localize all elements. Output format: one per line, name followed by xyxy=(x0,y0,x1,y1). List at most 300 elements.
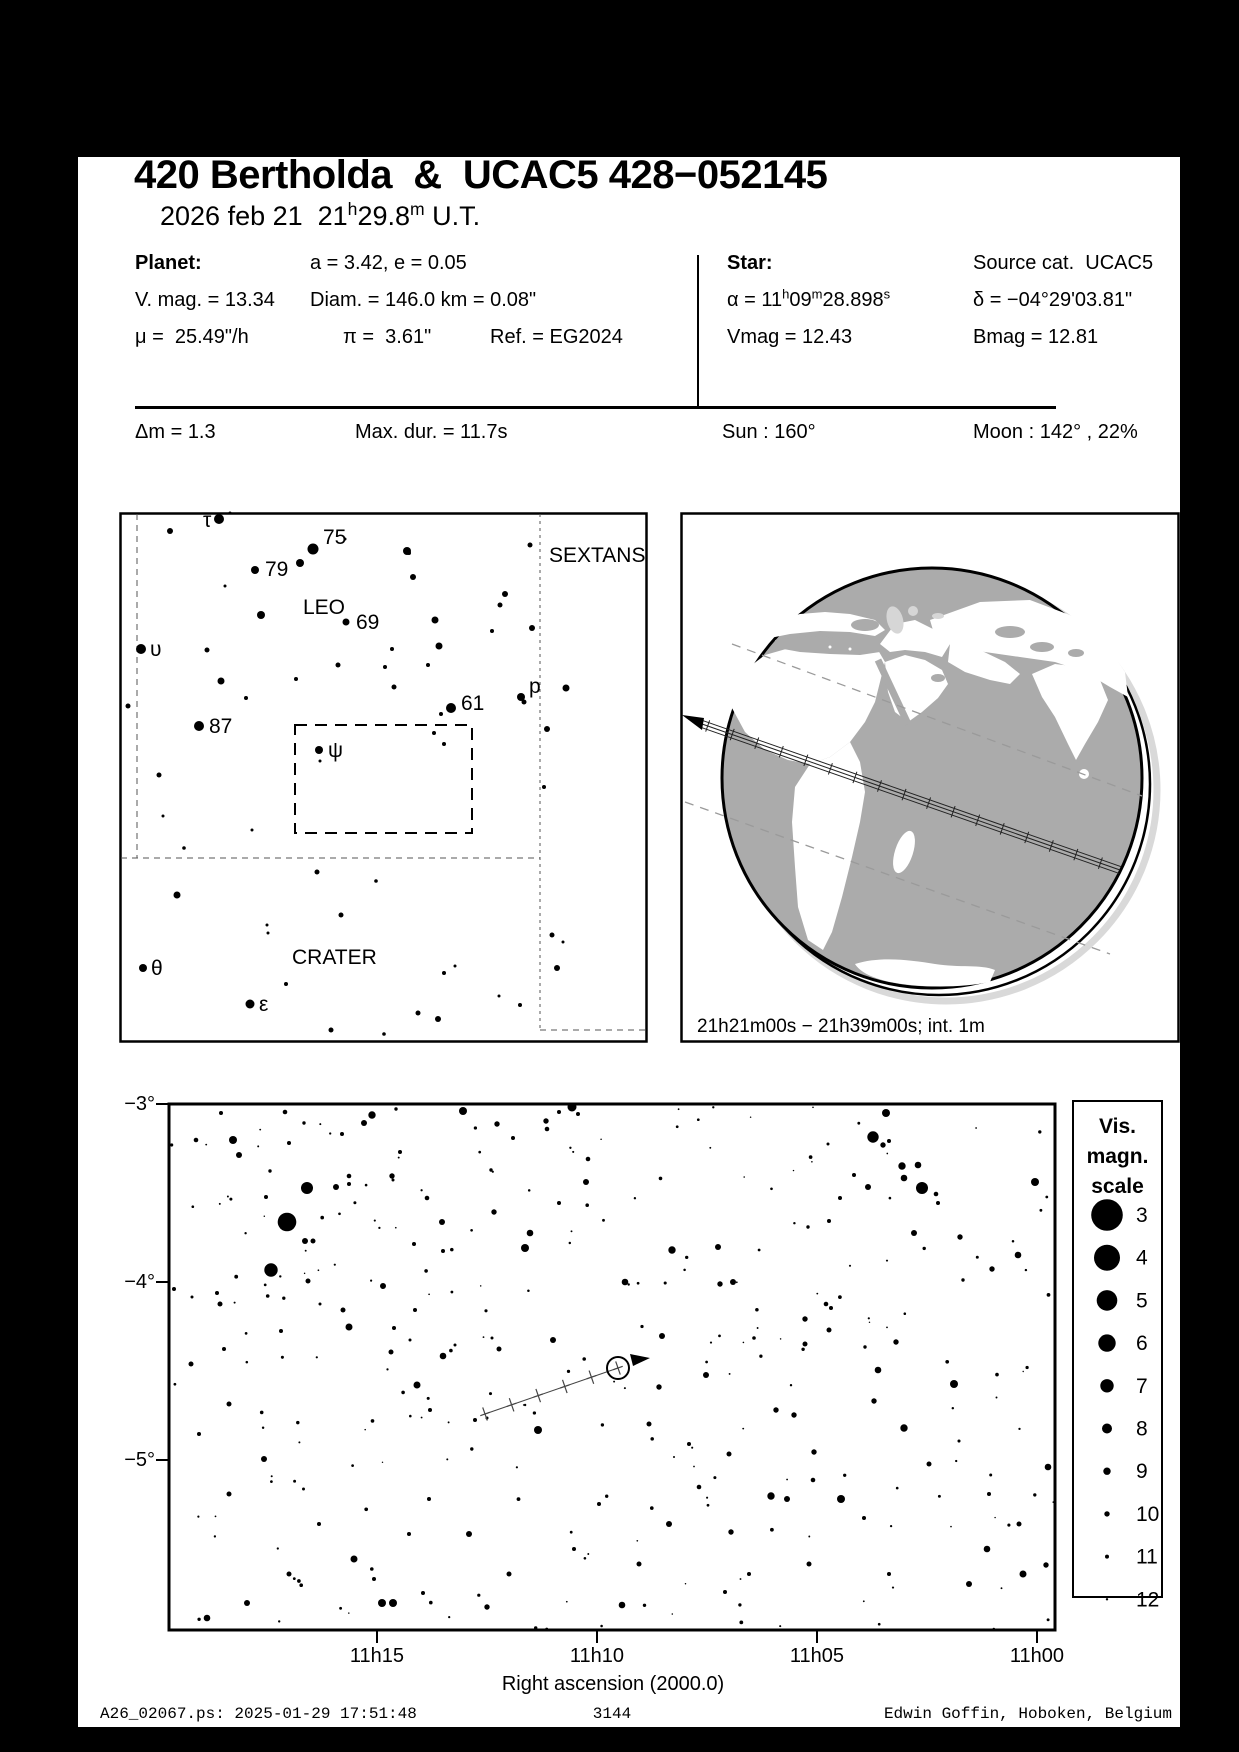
faint-star xyxy=(1045,1196,1048,1199)
field-star xyxy=(727,1452,732,1457)
faint-star xyxy=(296,1421,299,1424)
faint-star xyxy=(527,1290,530,1293)
field-star xyxy=(189,1362,194,1367)
faint-star xyxy=(601,1423,604,1426)
faint-star xyxy=(572,1151,574,1153)
field-star xyxy=(172,1287,176,1291)
field-star xyxy=(542,785,546,789)
field-star xyxy=(218,678,225,685)
field-star xyxy=(490,629,494,633)
faint-star xyxy=(705,1361,708,1364)
faint-star xyxy=(600,1139,602,1141)
document-page xyxy=(78,157,1180,1727)
field-star xyxy=(257,611,265,619)
field-star xyxy=(287,1141,291,1145)
faint-star xyxy=(892,1587,894,1589)
field-star xyxy=(1015,1252,1022,1259)
field-star xyxy=(572,1547,576,1551)
named-star xyxy=(214,514,224,524)
faint-star xyxy=(370,1280,372,1282)
field-star xyxy=(554,965,560,971)
faint-star xyxy=(976,1256,979,1259)
faint-star xyxy=(993,1628,996,1631)
faint-star xyxy=(950,1526,952,1528)
field-star xyxy=(934,1192,939,1197)
faint-star xyxy=(740,1578,742,1580)
faint-star xyxy=(191,1205,194,1208)
constellation-label: SEXTANS xyxy=(549,544,646,567)
field-star xyxy=(723,1590,727,1594)
faint-star xyxy=(1012,1240,1015,1243)
field-star xyxy=(961,1278,964,1281)
faint-star xyxy=(757,1327,759,1329)
faint-star xyxy=(742,1428,744,1430)
faint-star xyxy=(567,1370,570,1373)
field-star xyxy=(529,625,535,631)
faint-star xyxy=(483,1336,485,1338)
faint-star xyxy=(528,1189,531,1192)
faint-star xyxy=(994,1517,995,1518)
field-star xyxy=(394,1107,397,1110)
field-star xyxy=(315,870,320,875)
field-star xyxy=(319,1303,322,1306)
legend-mag-label: 12 xyxy=(1136,1588,1160,1612)
faint-star xyxy=(975,1127,977,1129)
field-star xyxy=(268,1169,271,1172)
field-star xyxy=(421,1591,425,1595)
faint-star xyxy=(650,1506,654,1510)
faint-star xyxy=(849,1265,851,1267)
faint-star xyxy=(386,1368,388,1370)
named-star xyxy=(194,721,204,731)
field-star xyxy=(296,559,304,567)
faint-star xyxy=(278,1620,280,1622)
field-star xyxy=(412,1242,416,1246)
max-duration: Max. dur. = 11.7s xyxy=(355,421,508,443)
faint-star xyxy=(470,1447,473,1450)
faint-star xyxy=(569,1242,571,1244)
faint-star xyxy=(582,1357,586,1361)
faint-star xyxy=(282,1297,285,1300)
faint-star xyxy=(260,1411,264,1415)
field-star xyxy=(432,617,439,624)
faint-star xyxy=(843,1474,846,1477)
field-star xyxy=(957,1234,962,1239)
faint-star xyxy=(779,1625,781,1627)
field-star xyxy=(494,1121,499,1126)
field-star xyxy=(227,1402,232,1407)
field-star xyxy=(294,677,298,681)
faint-star xyxy=(664,1281,667,1284)
faint-star xyxy=(637,1282,640,1285)
field-star xyxy=(167,528,173,534)
faint-star xyxy=(770,1187,773,1190)
star-label: 75 xyxy=(323,526,347,549)
field-star xyxy=(347,1174,352,1179)
faint-star xyxy=(371,1419,375,1423)
faint-star xyxy=(758,1249,761,1252)
faint-star xyxy=(259,1129,261,1131)
faint-star xyxy=(816,1293,818,1295)
planet-vmag: V. mag. = 13.34 xyxy=(135,289,275,311)
faint-star xyxy=(752,1336,756,1340)
legend-dot-mag-6 xyxy=(1098,1334,1115,1351)
faint-star xyxy=(952,1407,954,1409)
field-star xyxy=(346,1324,353,1331)
field-star xyxy=(829,1306,833,1310)
legend-mag-label: 4 xyxy=(1136,1246,1148,1270)
faint-star xyxy=(1018,1428,1020,1430)
legend-dot-mag-9 xyxy=(1103,1468,1110,1475)
faint-star xyxy=(713,1476,716,1479)
faint-star xyxy=(257,1145,259,1147)
field-star xyxy=(473,1418,477,1422)
field-star xyxy=(409,1339,412,1342)
faint-star xyxy=(338,1212,341,1215)
field-star xyxy=(576,1112,580,1116)
field-star xyxy=(218,1302,223,1307)
faint-star xyxy=(293,1577,296,1580)
planet-orbit: a = 3.42, e = 0.05 xyxy=(310,252,467,274)
field-star xyxy=(802,1316,807,1321)
faint-star xyxy=(587,1553,589,1555)
x-axis-title: Right ascension (2000.0) xyxy=(501,1673,725,1695)
page-title: 420 Bertholda & UCAC5 428−052145 xyxy=(134,157,828,197)
faint-star xyxy=(718,1335,721,1338)
faint-star xyxy=(470,1229,473,1232)
field-star xyxy=(459,1107,467,1115)
faint-star xyxy=(420,1189,422,1191)
field-star xyxy=(174,892,181,899)
field-star xyxy=(389,1599,397,1607)
field-star xyxy=(747,1572,751,1576)
faint-star xyxy=(370,1567,374,1571)
field-star xyxy=(372,1577,376,1581)
faint-star xyxy=(863,1600,865,1602)
field-star xyxy=(301,1182,313,1194)
faint-star xyxy=(759,1355,762,1358)
star-label: τ xyxy=(203,509,212,532)
field-star xyxy=(361,1120,367,1126)
faint-star xyxy=(214,1535,216,1537)
footer-page-number: 3144 xyxy=(592,1705,632,1723)
field-star xyxy=(875,1367,882,1374)
faint-star xyxy=(995,1373,999,1377)
named-star xyxy=(136,644,146,654)
star-label: 61 xyxy=(461,692,485,715)
field-star xyxy=(498,995,501,998)
faint-star xyxy=(729,1373,731,1375)
field-star xyxy=(827,1328,832,1333)
field-star xyxy=(425,1196,430,1201)
field-star xyxy=(807,1562,812,1567)
faint-star xyxy=(570,1531,573,1534)
faint-star xyxy=(365,1184,368,1187)
faint-star xyxy=(1052,1501,1054,1503)
faint-star xyxy=(234,1302,236,1304)
faint-star xyxy=(857,1122,860,1125)
faint-star xyxy=(600,1625,603,1628)
named-star xyxy=(517,693,525,701)
field-star xyxy=(989,1266,994,1271)
legend-dot-mag-8 xyxy=(1102,1424,1112,1434)
faint-star xyxy=(428,1293,430,1295)
faint-star xyxy=(448,1421,450,1423)
field-star xyxy=(717,1281,722,1286)
field-star xyxy=(518,1003,522,1007)
field-star xyxy=(407,551,411,555)
faint-star xyxy=(678,1108,680,1110)
named-star xyxy=(246,1000,255,1009)
field-star xyxy=(647,1422,652,1427)
star-bmag: Bmag = 12.81 xyxy=(973,326,1099,348)
star-label: υ xyxy=(150,638,162,661)
field-star xyxy=(229,1136,237,1144)
faint-star xyxy=(197,1618,200,1621)
faint-star xyxy=(613,1381,615,1383)
field-star xyxy=(278,1213,297,1232)
field-star xyxy=(803,1342,808,1347)
faint-star xyxy=(374,1220,376,1222)
field-star xyxy=(336,663,341,668)
faint-star xyxy=(566,1601,568,1603)
faint-star xyxy=(738,1603,741,1606)
field-star xyxy=(484,1604,489,1609)
faint-star xyxy=(812,1107,814,1109)
faint-star xyxy=(450,1248,454,1252)
field-star xyxy=(229,512,232,515)
faint-star xyxy=(736,1281,738,1283)
field-star xyxy=(659,1333,665,1339)
field-star xyxy=(668,1246,675,1253)
field-star xyxy=(502,591,508,597)
planet-diameter: Diam. = 146.0 km = 0.08" xyxy=(310,289,537,311)
field-star xyxy=(319,760,322,763)
faint-star xyxy=(264,1284,267,1287)
faint-star xyxy=(869,1322,870,1323)
faint-star xyxy=(353,1201,356,1204)
field-star xyxy=(284,982,288,986)
faint-star xyxy=(489,1392,492,1395)
star-label: θ xyxy=(151,957,163,980)
faint-star xyxy=(409,1415,412,1418)
field-star xyxy=(392,685,397,690)
faint-star xyxy=(890,1525,892,1527)
field-star xyxy=(441,1249,445,1253)
field-star xyxy=(432,731,436,735)
field-star xyxy=(182,846,186,850)
table-rule xyxy=(135,406,1056,409)
star-label: p xyxy=(529,675,541,698)
field-star xyxy=(882,1109,890,1117)
field-star xyxy=(378,1599,386,1607)
field-star xyxy=(545,1127,550,1132)
field-star xyxy=(435,1016,441,1022)
field-star xyxy=(340,1132,344,1136)
field-star xyxy=(244,1600,250,1606)
named-star xyxy=(139,964,147,972)
field-star xyxy=(728,1529,733,1534)
faint-star xyxy=(533,1411,536,1414)
faint-star xyxy=(517,1497,521,1501)
faint-star xyxy=(398,1157,400,1159)
x-tick-label: 11h15 xyxy=(349,1645,405,1667)
field-star xyxy=(730,1279,736,1285)
field-star xyxy=(341,1308,346,1313)
delta-m: Δm = 1.3 xyxy=(135,421,216,443)
faint-star xyxy=(945,1360,949,1364)
legend-mag-label: 8 xyxy=(1136,1417,1148,1441)
legend-title-line: magn. xyxy=(1086,1145,1149,1168)
field-star xyxy=(656,1384,661,1389)
constellation-label: LEO xyxy=(303,596,346,619)
field-star xyxy=(428,1408,432,1412)
field-star xyxy=(414,1382,421,1389)
faint-star xyxy=(229,1198,232,1201)
named-star xyxy=(446,703,456,713)
field-star xyxy=(862,1516,866,1520)
star-label: ψ xyxy=(328,739,343,762)
field-star xyxy=(392,1326,396,1330)
field-star xyxy=(568,1103,577,1112)
star-heading: Star: xyxy=(727,252,773,274)
field-star xyxy=(715,1244,721,1250)
legend-mag-label: 6 xyxy=(1136,1332,1148,1356)
field-star xyxy=(916,1182,928,1194)
star-label: 79 xyxy=(265,558,289,581)
faint-star xyxy=(739,1621,743,1625)
field-star xyxy=(454,1344,457,1347)
faint-star xyxy=(886,1153,888,1155)
faint-star xyxy=(299,1583,303,1587)
faint-star xyxy=(281,1356,284,1359)
detail-star-chart xyxy=(144,1104,1068,1649)
field-star xyxy=(887,1139,891,1143)
faint-star xyxy=(811,1161,813,1163)
faint-star xyxy=(364,1507,368,1511)
faint-star xyxy=(712,1106,714,1108)
faint-star xyxy=(492,1171,494,1173)
faint-star xyxy=(683,1269,686,1272)
faint-star xyxy=(685,1256,688,1259)
faint-star xyxy=(755,1308,759,1312)
faint-star xyxy=(351,1464,354,1467)
field-star xyxy=(811,1478,816,1483)
field-star xyxy=(264,1195,268,1199)
star-vmag: Vmag = 12.43 xyxy=(727,326,853,348)
finder-border xyxy=(121,514,647,1042)
field-star xyxy=(511,1136,515,1140)
faint-star xyxy=(780,1338,782,1340)
legend-dot-mag-3 xyxy=(1091,1199,1123,1231)
field-star xyxy=(966,1581,972,1587)
field-star xyxy=(383,665,387,669)
field-star xyxy=(563,685,570,692)
faint-star xyxy=(266,1294,270,1298)
field-star xyxy=(898,1162,905,1169)
field-star xyxy=(901,1175,908,1182)
field-star xyxy=(191,1296,194,1299)
field-star xyxy=(311,1239,316,1244)
faint-star xyxy=(329,1132,331,1134)
faint-star xyxy=(584,1557,587,1560)
faint-star xyxy=(659,1177,663,1181)
planet-mu: μ = 25.49"/h xyxy=(135,326,249,348)
faint-star xyxy=(395,1227,397,1229)
faint-star xyxy=(868,1317,870,1319)
star-delta: δ = −04°29'03.81" xyxy=(973,289,1133,311)
field-star xyxy=(227,1492,232,1497)
named-star xyxy=(251,566,259,574)
field-star xyxy=(224,585,227,588)
field-star xyxy=(811,1449,816,1454)
field-star xyxy=(838,1196,842,1200)
planet-ref: Ref. = EG2024 xyxy=(490,326,623,348)
faint-star xyxy=(382,1462,383,1463)
field-star xyxy=(900,1424,907,1431)
faint-star xyxy=(277,1547,279,1549)
legend-dot-mag-5 xyxy=(1097,1290,1118,1311)
faint-star xyxy=(1033,1493,1036,1496)
field-star xyxy=(215,1291,219,1295)
faint-star xyxy=(743,1342,745,1344)
field-star xyxy=(915,1162,922,1169)
field-star xyxy=(880,1142,885,1147)
field-star xyxy=(392,1179,395,1182)
field-star xyxy=(852,1173,856,1177)
field-star xyxy=(416,1011,421,1016)
faint-star xyxy=(297,1579,301,1583)
field-star xyxy=(863,1345,866,1348)
column-divider xyxy=(697,255,699,408)
faint-star xyxy=(449,1349,453,1353)
field-star xyxy=(466,1531,472,1537)
field-star xyxy=(368,1111,375,1118)
x-tick-label: 11h05 xyxy=(789,1645,845,1667)
star-label: 87 xyxy=(209,715,233,738)
faint-star xyxy=(685,1583,686,1584)
faint-star xyxy=(801,1348,804,1351)
faint-star xyxy=(401,1391,405,1395)
faint-star xyxy=(1022,1371,1023,1372)
faint-star xyxy=(636,1540,638,1542)
field-star xyxy=(407,1532,411,1536)
field-star xyxy=(436,643,443,650)
faint-star xyxy=(304,1273,305,1274)
faint-star xyxy=(650,1437,654,1441)
faint-star xyxy=(643,1604,646,1607)
field-star xyxy=(622,1279,629,1286)
faint-star xyxy=(955,1460,957,1462)
field-star xyxy=(390,647,394,651)
legend-mag-label: 11 xyxy=(1136,1545,1158,1569)
field-star xyxy=(439,1219,445,1225)
field-star xyxy=(440,1353,447,1360)
field-star xyxy=(347,1182,351,1186)
field-star xyxy=(264,1263,277,1276)
field-star xyxy=(586,1157,591,1162)
moon-elongation: Moon : 142° , 22% xyxy=(973,421,1138,443)
faint-star xyxy=(790,1384,792,1386)
faint-star xyxy=(279,1275,281,1277)
field-star xyxy=(1017,1522,1022,1527)
star-label: ε xyxy=(259,993,269,1016)
faint-star xyxy=(793,1170,794,1171)
faint-star xyxy=(364,1429,366,1431)
field-star xyxy=(351,1556,358,1563)
faint-star xyxy=(996,1397,998,1399)
field-star xyxy=(317,1522,321,1526)
